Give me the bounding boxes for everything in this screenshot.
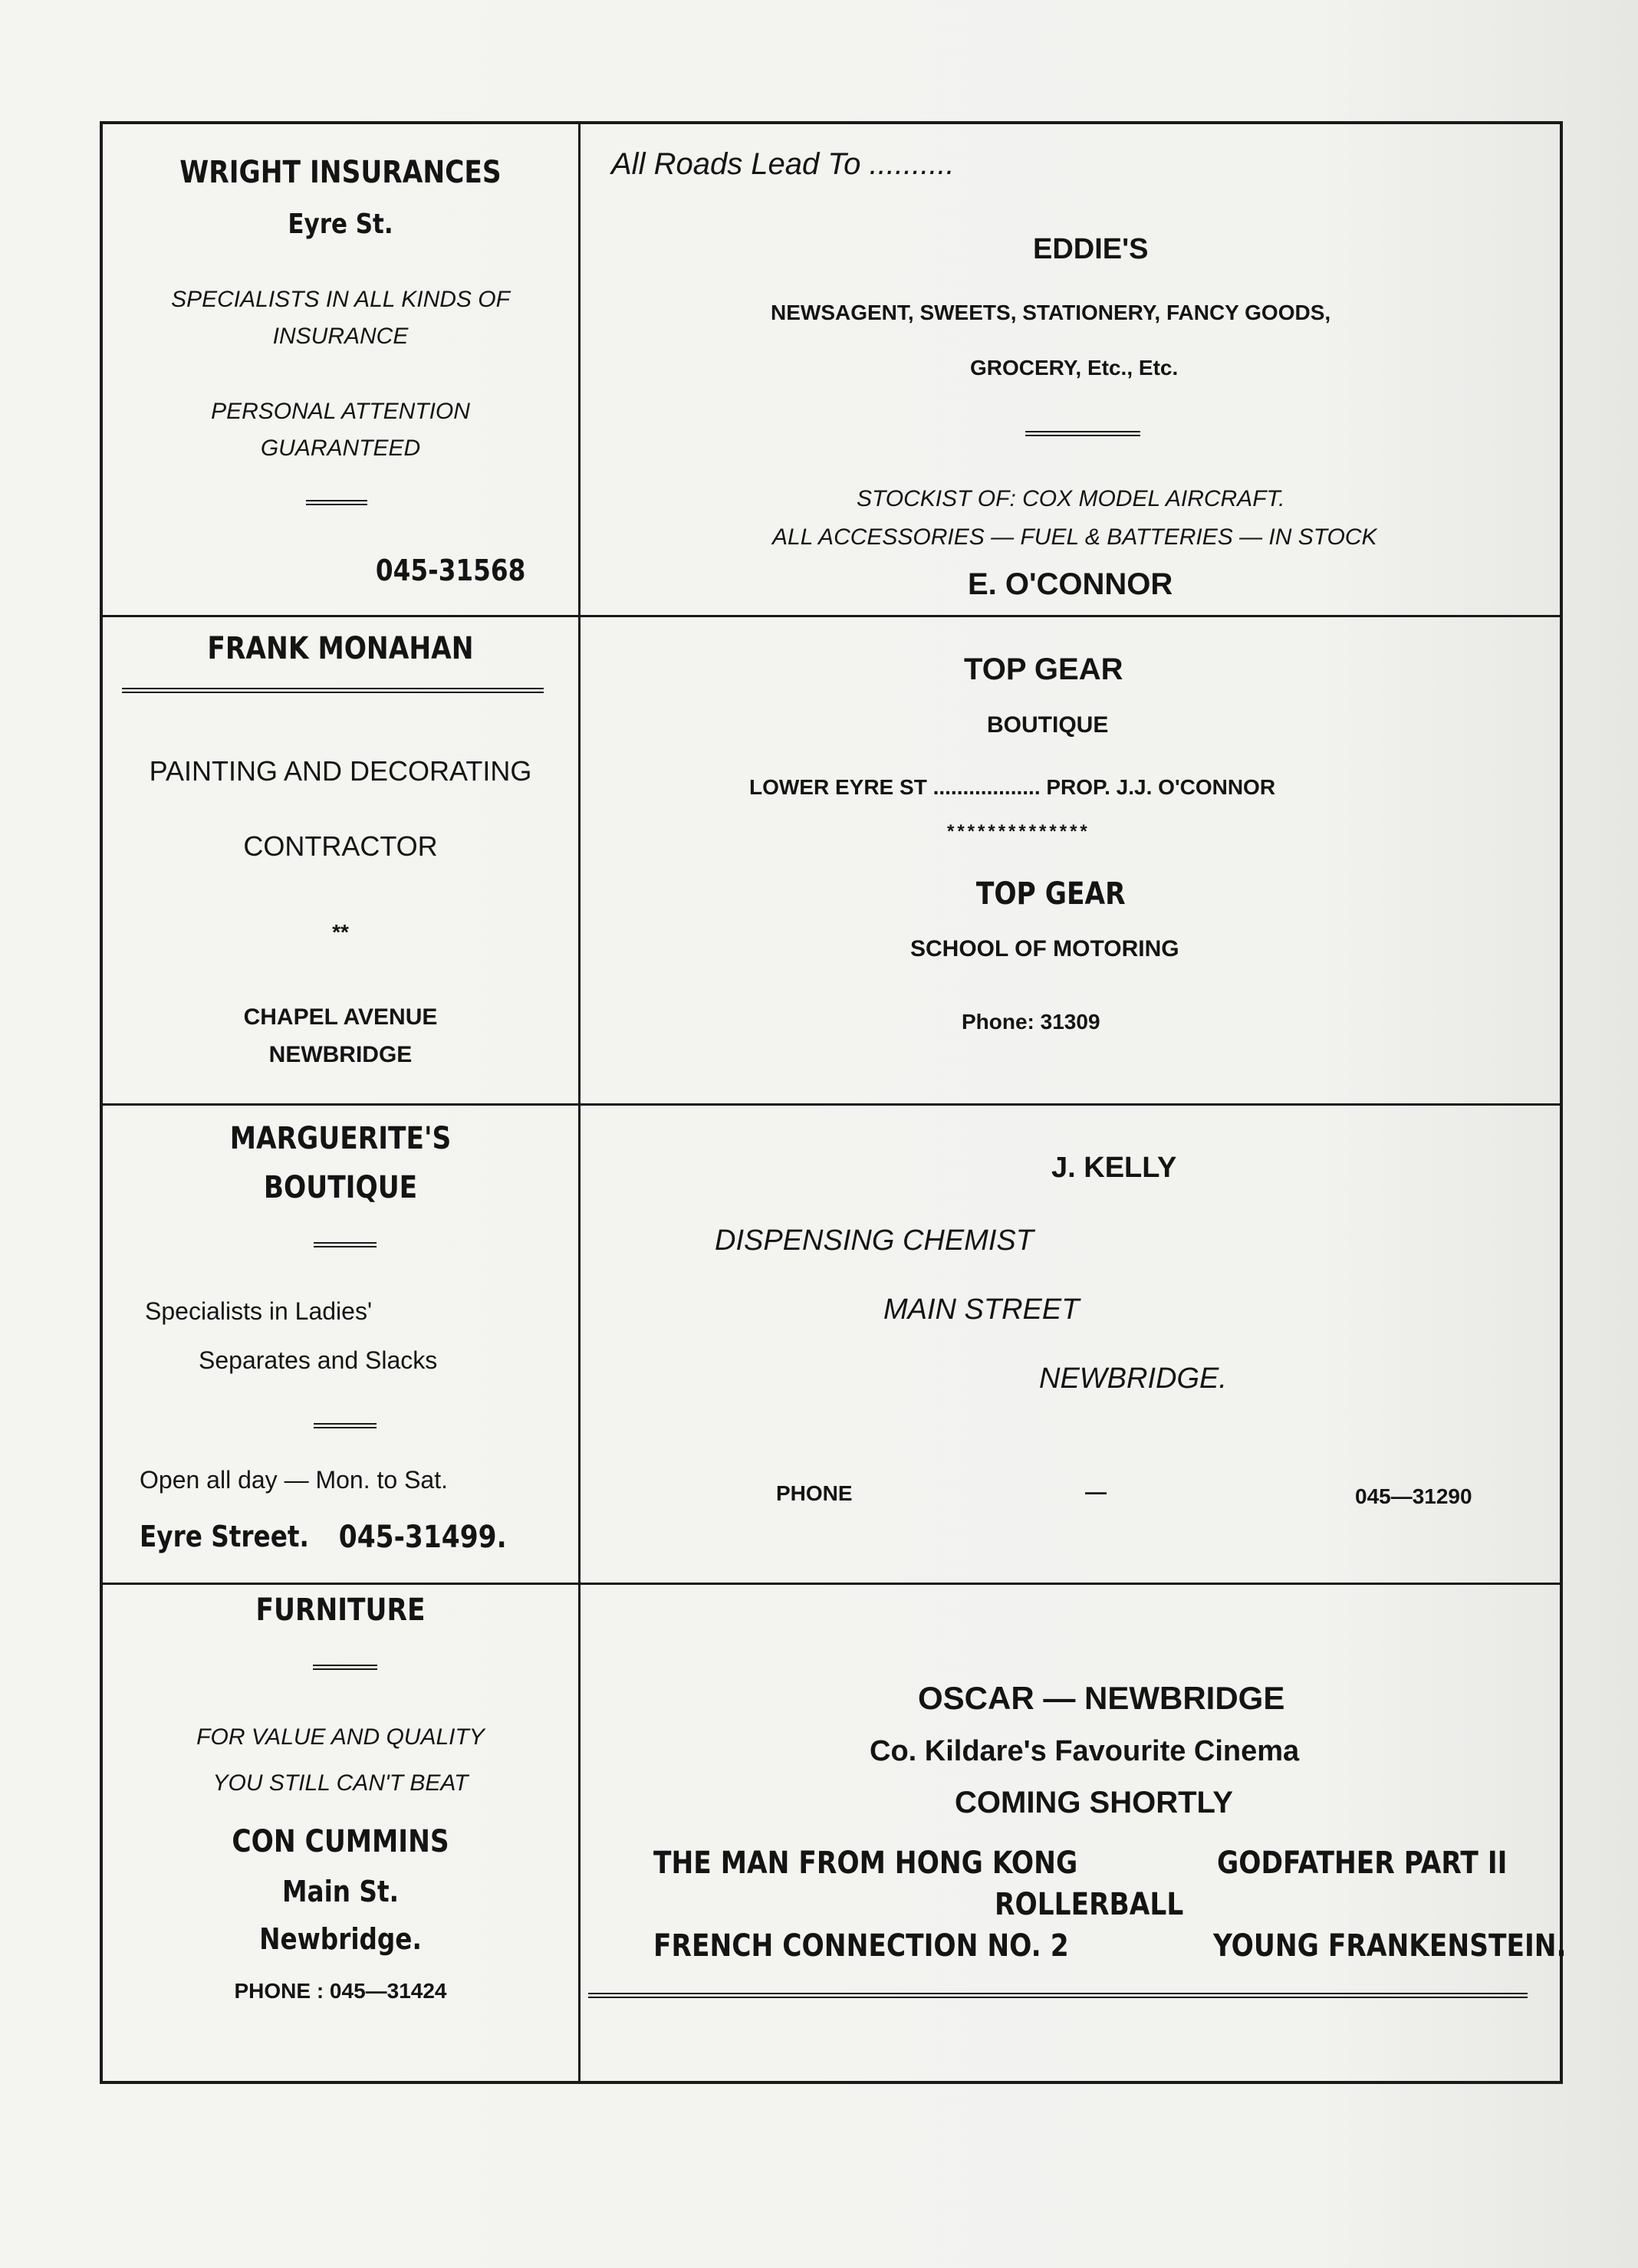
eddies-goods-line2: GROCERY, Etc., Etc.: [970, 356, 1179, 380]
marguerite-specialists-line1: Specialists in Ladies': [145, 1297, 373, 1325]
j-kelly-chemist-ad: [581, 1106, 1560, 1583]
kelly-line2: MAIN STREET: [883, 1293, 1080, 1326]
wright-specialists-line2: INSURANCE: [272, 324, 409, 349]
monahan-address-line1: CHAPEL AVENUE: [243, 1004, 438, 1030]
marguerite-boutique: BOUTIQUE: [263, 1170, 418, 1205]
marguerite-street: Eyre Street.: [139, 1520, 309, 1553]
kelly-phone-label: PHONE: [776, 1481, 853, 1505]
kelly-phone-dash: —: [1085, 1480, 1107, 1504]
monahan-name: FRANK MONAHAN: [207, 631, 474, 666]
top-gear-motoring-name: TOP GEAR: [975, 876, 1126, 912]
double-rule: [313, 1665, 377, 1670]
top-gear-ad: [581, 617, 1560, 1103]
marguerite-specialists-line2: Separates and Slacks: [199, 1346, 438, 1374]
film-title: ROLLERBALL: [995, 1887, 1184, 1922]
con-cummins-furniture-ad: [103, 1585, 578, 2084]
double-rule: [1025, 431, 1140, 436]
top-gear-motoring-label: SCHOOL OF MOTORING: [910, 936, 1179, 961]
wright-attention-line2: GUARANTEED: [260, 436, 421, 461]
wright-street: Eyre St.: [288, 209, 393, 240]
eddies-name: EDDIE'S: [1033, 233, 1149, 265]
top-gear-address: LOWER EYRE ST .................. PROP. J.J. O'CONNOR: [749, 775, 1276, 799]
furniture-town: Newbridge.: [259, 1922, 422, 1956]
marguerites-boutique-ad: [103, 1106, 578, 1583]
furniture-street: Main St.: [281, 1875, 399, 1908]
oscar-tagline: Co. Kildare's Favourite Cinema: [870, 1735, 1300, 1767]
eddies-lead: All Roads Lead To ..........: [611, 147, 955, 181]
monahan-trade-line2: CONTRACTOR: [243, 830, 438, 862]
double-rule: [122, 688, 544, 693]
marguerite-phone: 045-31499.: [338, 1520, 507, 1555]
furniture-title: FURNITURE: [255, 1593, 426, 1628]
wright-specialists-line1: SPECIALISTS IN ALL KINDS OF: [171, 287, 510, 312]
wright-attention-line1: PERSONAL ATTENTION: [211, 399, 470, 424]
kelly-line3: NEWBRIDGE.: [1039, 1362, 1227, 1395]
wright-name: WRIGHT INSURANCES: [179, 155, 502, 190]
double-rule: [314, 1242, 377, 1247]
eddies-stockist-line1: STOCKIST OF: COX MODEL AIRCRAFT.: [857, 486, 1285, 511]
monahan-stars: **: [332, 920, 349, 944]
top-gear-stars: **************: [947, 821, 1090, 842]
monahan-address-line2: NEWBRIDGE: [268, 1042, 413, 1067]
marguerite-hours: Open all day — Mon. to Sat.: [140, 1466, 448, 1494]
oscar-coming-shortly: COMING SHORTLY: [955, 1786, 1233, 1819]
advertisement-grid: [100, 121, 1567, 2084]
top-gear-phone: Phone: 31309: [962, 1010, 1100, 1034]
film-title: FRENCH CONNECTION NO. 2: [653, 1928, 1069, 1964]
marguerite-name: MARGUERITE'S: [229, 1121, 452, 1156]
kelly-name: J. KELLY: [1051, 1152, 1177, 1184]
oscar-cinema-ad: [581, 1585, 1567, 2084]
wright-phone: 045-31568: [375, 554, 526, 587]
film-title: THE MAN FROM HONG KONG: [653, 1846, 1078, 1881]
kelly-phone: 045—31290: [1355, 1484, 1472, 1508]
monahan-trade-line1: PAINTING AND DECORATING: [149, 755, 532, 787]
film-title: GODFATHER PART II: [1217, 1846, 1508, 1881]
eddies-goods-line1: NEWSAGENT, SWEETS, STATIONERY, FANCY GOODS,: [771, 301, 1331, 324]
wright-insurances-ad: [103, 124, 578, 615]
film-title: YOUNG FRANKENSTEIN.: [1213, 1928, 1567, 1964]
top-gear-boutique-label: BOUTIQUE: [987, 712, 1109, 738]
double-rule: [588, 1993, 1528, 1998]
eddies-ad: [581, 124, 1560, 615]
furniture-phone: PHONE : 045—31424: [234, 1979, 447, 2003]
kelly-line1: DISPENSING CHEMIST: [715, 1224, 1034, 1257]
double-rule: [314, 1423, 377, 1428]
furniture-name: CON CUMMINS: [232, 1824, 449, 1859]
frank-monahan-ad: [103, 617, 578, 1103]
eddies-owner: E. O'CONNOR: [968, 567, 1173, 601]
eddies-stockist-line2: ALL ACCESSORIES — FUEL & BATTERIES — IN STOCK: [772, 524, 1377, 550]
oscar-name: OSCAR — NEWBRIDGE: [918, 1680, 1285, 1716]
furniture-value-line1: FOR VALUE AND QUALITY: [196, 1724, 485, 1750]
furniture-value-line2: YOU STILL CAN'T BEAT: [212, 1770, 469, 1796]
double-rule: [306, 500, 367, 505]
top-gear-boutique-name: TOP GEAR: [964, 652, 1123, 686]
